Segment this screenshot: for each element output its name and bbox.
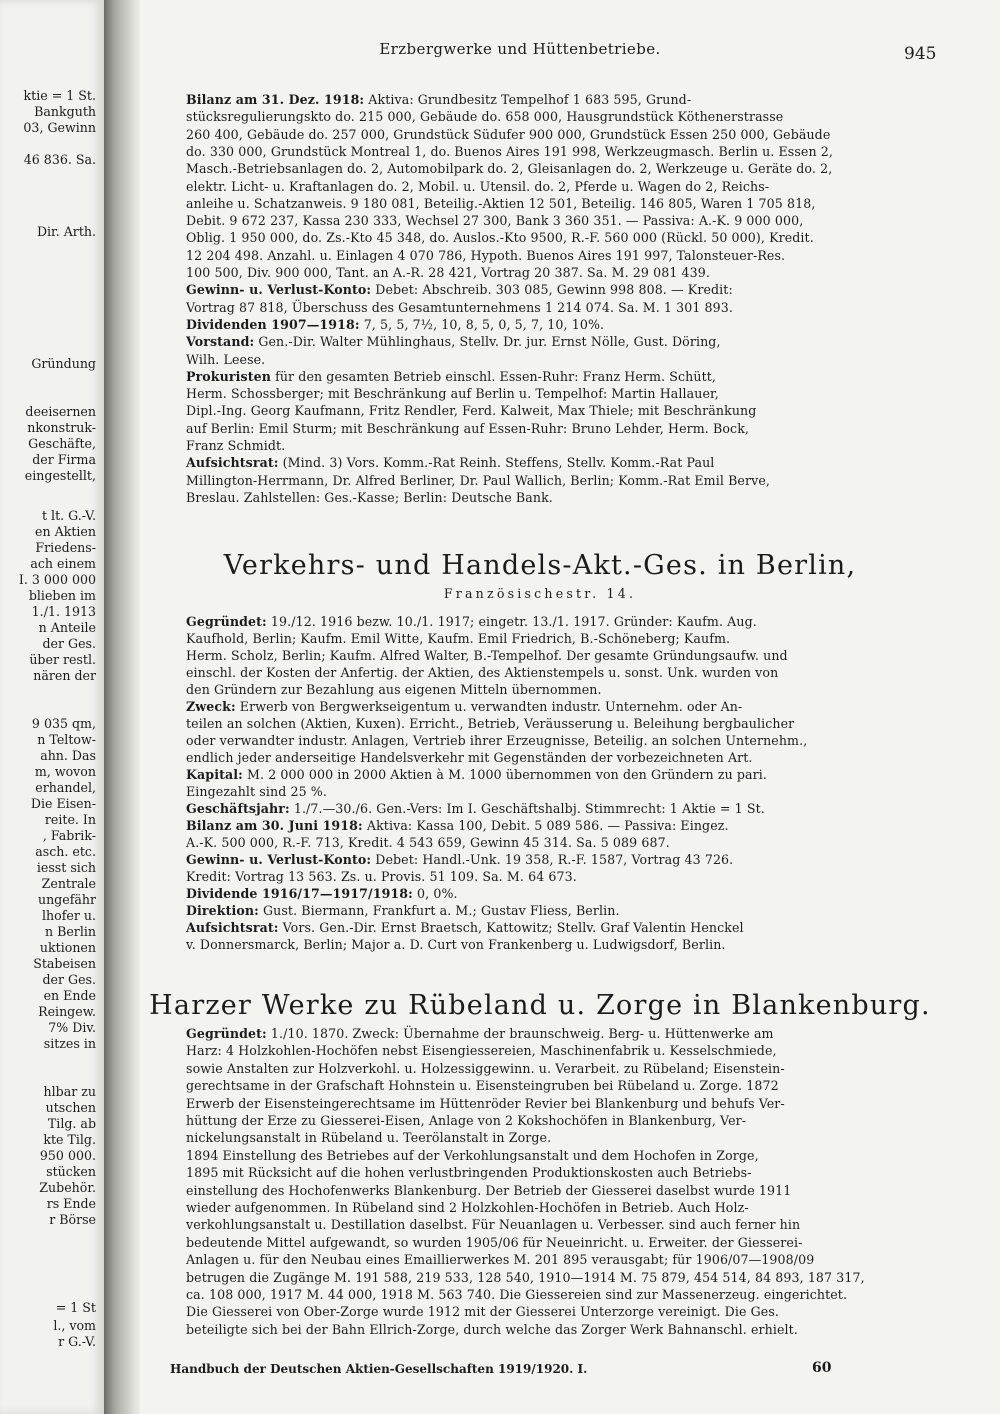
facing-page-fragment: n Anteile: [38, 620, 96, 635]
field-text: Wilh. Leese.: [186, 351, 266, 367]
facing-page-fragment: Die Eisen-: [30, 796, 96, 811]
field-text: Vortrag 87 818, Überschuss des Gesamtunternehmens 1 214 074. Sa. M. 1 301 893.: [186, 299, 733, 315]
field-text: endlich jeder anderseitige Handelsverkehr mit Gegenständen der vorbezeichneten Art.: [186, 750, 753, 765]
field-text: 260 400, Gebäude do. 257 000, Grundstück Südufer 900 000, Grundstück Essen 250 000, Gebäude: [186, 126, 831, 142]
facing-page-fragment: asch. etc.: [35, 844, 96, 859]
field-label: Prokuristen: [186, 368, 271, 384]
text-line: [186, 767, 767, 783]
field-text: wieder aufgenommen. In Rübeland sind 2 Holzkohlen-Hochöfen in Betrieb. Auch Holz-: [186, 1200, 749, 1215]
field-text: do. 330 000, Grundstück Montreal 1, do. Buenos Aires 191 998, Werkzeugmasch. Berlin u. Essen 2,: [186, 143, 834, 159]
facing-page-fragment: 9 035 qm,: [31, 716, 96, 731]
field-text: Die Giesserei von Ober-Zorge wurde 1912 mit der Giesserei Unterzorge vereinigt. Die Ges.: [186, 1304, 779, 1320]
field-text: Kaufhold, Berlin; Kaufm. Emil Witte, Kaufm. Emil Friedrich, B.-Schöneberg; Kaufm.: [186, 631, 731, 646]
facing-page-fragment: I. 3 000 000: [18, 572, 96, 587]
text-line: [186, 614, 757, 630]
facing-page-fragment: ungefähr: [37, 892, 96, 907]
text-line: [186, 1078, 779, 1094]
text-line: [186, 1148, 759, 1164]
field-text: einstellung des Hochofenwerks Blankenburg. Der Betrieb der Giesserei daselbst wurde 1911: [186, 1182, 792, 1198]
text-line: [186, 473, 770, 489]
field-text: v. Donnersmarck, Berlin; Major a. D. Curt von Frankenberg u. Ludwigsdorf, Berlin.: [186, 937, 726, 952]
field-text: teilen an solchen (Aktien, Kuxen). Erricht., Betrieb, Veräusserung u. Beleihung bergbaulicher: [186, 716, 795, 731]
field-text: Breslau. Zahlstellen: Ges.-Kasse; Berlin: Deutsche Bank.: [186, 489, 553, 505]
field-text: 1895 mit Rücksicht auf die hohen verlustbringenden Produktionskosten auch Betriebs-: [186, 1165, 752, 1181]
field-text: Eingezahlt sind 25 %.: [186, 784, 327, 799]
text-line: [186, 300, 733, 316]
text-line: [186, 699, 742, 715]
text-line: [186, 1183, 791, 1199]
field-text: Gen.-Dir. Walter Mühlinghaus, Stellv. Dr. jur. Ernst Nölle, Gust. Döring,: [254, 334, 721, 350]
field-text: oder verwandter industr. Anlagen, Vertrieb ihrer Erzeugnisse, Beteilig. an solchen Unternehm.,: [186, 733, 808, 748]
text-line: [186, 1235, 802, 1251]
text-line: [186, 665, 778, 681]
text-line: [186, 179, 769, 195]
field-text: Vors. Gen.-Dir. Ernst Braetsch, Kattowitz; Stellv. Graf Valentin Henckel: [278, 920, 744, 935]
text-line: [186, 455, 714, 471]
text-line: [186, 92, 691, 108]
field-label: Kapital:: [186, 767, 243, 782]
book-gutter: [104, 0, 140, 1414]
field-label: Dividenden 1907—1918:: [186, 316, 360, 332]
field-text: Kredit: Vortrag 13 563. Zs. u. Provis. 51 109. Sa. M. 64 673.: [186, 869, 577, 884]
text-line: [186, 1061, 785, 1077]
facing-page-fragment: utschen: [45, 1100, 96, 1115]
field-text: 100 500, Div. 900 000, Tant. an A.-R. 28 421, Vortrag 20 387. Sa. M. 29 081 439.: [186, 265, 710, 280]
text-line: [186, 1130, 551, 1146]
facing-page-fragment: Stabeisen: [33, 956, 96, 971]
text-line: [186, 1217, 800, 1233]
facing-page-fragment: 1./1. 1913: [31, 604, 96, 619]
facing-page-fragment: n Teltow-: [37, 732, 96, 747]
text-line: [186, 248, 785, 264]
facing-page-fragment: eingestellt,: [24, 468, 96, 483]
field-text: 7, 5, 5, 7½, 10, 8, 5, 0, 5, 7, 10, 10%.: [359, 316, 605, 332]
field-text: Aktiva: Grundbesitz Tempelhof 1 683 595, Grund-: [364, 92, 692, 107]
text-line: [186, 127, 830, 143]
text-line: [186, 818, 729, 834]
field-label: Gegründet:: [186, 1026, 267, 1041]
facing-page-fragment: deeisernen: [25, 404, 96, 419]
facing-page-fragment: Gründung: [31, 356, 96, 371]
field-text: A.-K. 500 000, R.-F. 713, Kredit. 4 543 659, Gewinn 45 314. Sa. 5 089 687.: [186, 835, 670, 850]
text-line: [186, 682, 602, 698]
field-text: betrugen die Zugänge M. 191 588, 219 533, 128 540, 1910—1914 M. 75 879, 454 514, 84 893, 187 317,: [186, 1269, 865, 1285]
facing-page-fragment: der Firma: [32, 452, 96, 467]
text-line: [186, 835, 670, 851]
field-text: Gust. Biermann, Frankfurt a. M.; Gustav Fliess, Berlin.: [258, 903, 620, 918]
facing-page-fragment: nkonstruk-: [27, 420, 96, 435]
facing-page-fragment: reite. In: [44, 812, 96, 827]
facing-page-fragment: der Ges.: [42, 636, 96, 651]
field-text: Debet: Abschreib. 303 085, Gewinn 998 808. — Kredit:: [371, 282, 733, 298]
facing-page-fragment: Dir. Arth.: [36, 224, 96, 239]
facing-page-fragment: hlbar zu: [43, 1084, 96, 1099]
facing-page-fragment: en Ende: [43, 988, 96, 1003]
facing-page-fragment: 03, Gewinn: [23, 120, 96, 135]
field-text: Debit. 9 672 237, Kassa 230 333, Wechsel 27 300, Bank 3 360 351. — Passiva: A.-K. 9 000 000,: [186, 213, 804, 229]
field-label: Bilanz am 31. Dez. 1918:: [186, 92, 365, 107]
text-line: [186, 801, 765, 817]
text-line: [186, 1304, 779, 1320]
facing-page-fragment: en Aktien: [35, 524, 96, 539]
footer-number: 60: [812, 1360, 832, 1376]
field-text: Herm. Schossberger; mit Beschränkung auf Berlin u. Tempelhof: Martin Hallauer,: [186, 386, 719, 402]
facing-page-fragment: erhandel,: [35, 780, 96, 795]
field-text: bedeutende Mittel aufgewandt, so wurden 1905/06 für Neueinricht. u. Erweiter. der Giesserei-: [186, 1234, 803, 1250]
field-text: 19./12. 1916 bezw. 10./1. 1917; eingetr. 13./1. 1917. Gründer: Kaufm. Aug.: [266, 614, 757, 629]
text-line: [186, 213, 803, 229]
field-label: Aufsichtsrat:: [186, 455, 279, 471]
field-text: Dipl.-Ing. Georg Kaufmann, Fritz Rendler, Ferd. Kalweit, Max Thiele; mit Beschränkung: [186, 403, 757, 419]
document-page: [140, 0, 1000, 1414]
field-text: verkohlungsanstalt u. Destillation daselbst. Für Neuanlagen u. Verbesser. sind auch ferner hin: [186, 1217, 801, 1233]
text-line: [186, 144, 833, 160]
text-line: [186, 1200, 749, 1216]
section-title-harzer: Harzer Werke zu Rübeland u. Zorge in Blankenburg.: [149, 990, 931, 1021]
text-line: [186, 716, 794, 732]
facing-page-fragment: Zentrale: [41, 876, 96, 891]
text-line: [186, 869, 577, 885]
field-text: hüttung der Erze zu Giesserei-Eisen, Anlage von 2 Kokshochöfen in Blankenburg, Ver-: [186, 1113, 747, 1128]
field-text: den Gründern zur Bezahlung aus eigenen Mitteln übernommen.: [186, 682, 602, 697]
field-text: (Mind. 3) Vors. Komm.-Rat Reinh. Steffens, Stellv. Komm.-Rat Paul: [278, 455, 715, 471]
text-line: [186, 490, 553, 506]
footer-text: Handbuch der Deutschen Aktien-Gesellschaften 1919/1920. I.: [170, 1362, 588, 1376]
section-address-verkehrs: Französischestr. 14.: [443, 586, 637, 601]
text-line: [186, 1026, 774, 1042]
text-line: [186, 438, 285, 454]
field-text: Aktiva: Kassa 100, Debit. 5 089 586. — Passiva: Eingez.: [362, 818, 729, 833]
text-line: [186, 161, 832, 177]
text-line: [186, 369, 716, 385]
facing-page-fragment: t lt. G.-V.: [41, 508, 96, 523]
field-text: Erwerb von Bergwerkseigentum u. verwandten industr. Unternehm. oder An-: [235, 699, 743, 714]
field-label: Bilanz am 30. Juni 1918:: [186, 818, 363, 833]
text-line: [186, 886, 458, 902]
facing-page-fragment: 950 000.: [39, 1148, 96, 1163]
field-label: Geschäftsjahr:: [186, 801, 290, 816]
text-line: [186, 317, 604, 333]
field-text: Millington-Herrmann, Dr. Alfred Berliner, Dr. Paul Wallich, Berlin; Komm.-Rat Emil Berve,: [186, 472, 770, 488]
text-line: [186, 196, 815, 212]
facing-page-fragment: Tilg. ab: [47, 1116, 96, 1131]
facing-page-fragment: = 1 St: [55, 1300, 96, 1315]
facing-page-fragment: Zubehör.: [39, 1180, 96, 1195]
text-line: [186, 1096, 785, 1112]
field-text: anleihe u. Schatzanweis. 9 180 081, Beteilig.-Aktien 12 501, Beteilig. 146 805, Waren 1 705 818,: [186, 195, 816, 211]
facing-page-fragment: Friedens-: [35, 540, 96, 555]
field-label: Zweck:: [186, 699, 236, 714]
facing-page-fragment: über restl.: [29, 652, 96, 667]
field-text: stücksregulierungskto do. 215 000, Gebäude do. 658 000, Hausgrundstück Köthenerstrasse: [186, 109, 784, 125]
field-text: gerechtsame in der Grafschaft Hohnstein u. Eisensteingruben bei Rübeland u. Zorge. 1872: [186, 1078, 779, 1094]
field-text: Herm. Scholz, Berlin; Kaufm. Alfred Walter, B.-Tempelhof. Der gesamte Gründungsaufw. und: [186, 648, 788, 663]
facing-page-fragment: r Börse: [49, 1212, 96, 1227]
text-line: [186, 1252, 814, 1268]
text-line: [186, 282, 733, 298]
facing-page-fragment: stücken: [46, 1164, 96, 1179]
text-line: [186, 265, 710, 281]
text-line: [186, 1113, 746, 1129]
field-text: beteiligte sich bei der Bahn Ellrich-Zorge, durch welche das Zorger Werk Bahnanschl. erhielt.: [186, 1321, 798, 1337]
field-label: Dividende 1916/17—1917/1918:: [186, 886, 413, 901]
text-line: [186, 230, 814, 246]
facing-page-fragment: lhofer u.: [42, 908, 96, 923]
field-text: Debet: Handl.-Unk. 19 358, R.-F. 1587, Vortrag 43 726.: [371, 852, 734, 867]
facing-page-fragment: blieben im: [28, 588, 96, 603]
facing-page-fragment: , Fabrik-: [42, 828, 96, 843]
facing-page-fragment: Bankguth: [34, 104, 96, 119]
field-text: 1894 Einstellung des Betriebes auf der Verkohlungsanstalt und dem Hochofen in Zorge,: [186, 1147, 759, 1163]
facing-page-fragment: ahn. Das: [40, 748, 96, 763]
field-text: 1./10. 1870. Zweck: Übernahme der braunschweig. Berg- u. Hüttenwerke am: [266, 1026, 774, 1041]
text-line: [186, 631, 730, 647]
text-line: [186, 750, 753, 766]
field-text: Erwerb der Eisensteingerechtsame im Hüttenröder Revier bei Blankenburg und behufs Ver-: [186, 1095, 785, 1111]
field-text: 0, 0%.: [412, 886, 458, 901]
field-label: Aufsichtsrat:: [186, 920, 279, 935]
field-text: auf Berlin: Emil Sturm; mit Beschränkung auf Essen-Ruhr: Bruno Lehder, Herm. Bock,: [186, 420, 750, 436]
facing-page-fragment: sitzes in: [43, 1036, 96, 1051]
running-header: Erzbergwerke und Hüttenbetriebe.: [379, 40, 661, 58]
field-text: M. 2 000 000 in 2000 Aktien à M. 1000 übernommen von den Gründern zu pari.: [242, 767, 768, 782]
text-line: [186, 1043, 777, 1059]
facing-page-fragment: n Berlin: [44, 924, 96, 939]
facing-page-fragment: Reingew.: [38, 1004, 96, 1019]
text-line: [186, 784, 327, 800]
page-number: 945: [904, 44, 937, 64]
text-line: [186, 421, 749, 437]
text-line: [186, 1165, 752, 1181]
field-text: 1./7.—30./6. Gen.-Vers: Im I. Geschäftshalbj. Stimmrecht: 1 Aktie = 1 St.: [289, 801, 765, 816]
field-label: Direktion:: [186, 903, 259, 918]
facing-page-fragment: ktie = 1 St.: [23, 88, 96, 103]
text-line: [186, 1322, 798, 1338]
field-text: elektr. Licht- u. Kraftanlagen do. 2, Mobil. u. Utensil. do. 2, Pferde u. Wagen do 2, Reichs-: [186, 178, 770, 194]
facing-page-fragment: l., vom: [53, 1318, 96, 1333]
text-line: [186, 403, 756, 419]
field-text: Franz Schmidt.: [186, 438, 286, 453]
facing-page-fragment: kte Tilg.: [43, 1132, 96, 1147]
facing-page-strip: [0, 0, 105, 1414]
text-line: [186, 352, 265, 368]
field-text: Anlagen u. für den Neubau eines Emaillierwerkes M. 201 895 verausgabt; für 1906/07—1908/09: [186, 1252, 815, 1268]
field-label: Gegründet:: [186, 614, 267, 629]
text-line: [186, 1270, 865, 1286]
text-line: [186, 852, 733, 868]
text-line: [186, 1287, 847, 1303]
text-line: [186, 903, 620, 919]
field-text: einschl. der Kosten der Anfertig. der Aktien, des Aktienstempels u. sonst. Unk. wurden von: [186, 665, 779, 680]
facing-page-fragment: der Ges.: [42, 972, 96, 987]
facing-page-fragment: nären der: [33, 668, 96, 683]
text-line: [186, 648, 788, 664]
text-line: [186, 386, 719, 402]
field-label: Gewinn- u. Verlust-Konto:: [186, 852, 372, 867]
text-line: [186, 109, 783, 125]
facing-page-fragment: Geschäfte,: [28, 436, 96, 451]
field-text: Masch.-Betriebsanlagen do. 2, Automobilpark do. 2, Gleisanlagen do. 2, Werkzeuge u. Geräte do. 2,: [186, 161, 833, 177]
facing-page-fragment: ach einem: [30, 556, 96, 571]
facing-page-fragment: 46 836. Sa.: [23, 152, 96, 167]
field-text: nickelungsanstalt in Rübeland u. Teerölanstalt in Zorge.: [186, 1130, 552, 1146]
field-label: Vorstand:: [186, 334, 255, 350]
facing-page-fragment: rs Ende: [46, 1196, 96, 1211]
facing-page-fragment: m, wovon: [34, 764, 96, 779]
text-line: [186, 920, 744, 936]
field-text: 12 204 498. Anzahl. u. Einlagen 4 070 786, Hypoth. Buenos Aires 191 997, Talonsteuer-Res.: [186, 247, 786, 263]
facing-page-fragment: uktionen: [39, 940, 96, 955]
field-text: ca. 108 000, 1917 M. 44 000, 1918 M. 563 740. Die Giessereien sind zur Massenerzeug. eingerichtet.: [186, 1287, 848, 1302]
field-text: für den gesamten Betrieb einschl. Essen-Ruhr: Franz Herm. Schütt,: [270, 368, 717, 384]
field-text: sowie Anstalten zur Holzverkohl. u. Holzessiggewinn. u. Verarbeit. zu Rübeland; Eisenstein-: [186, 1060, 785, 1076]
section-title-verkehrs: Verkehrs- und Handels-Akt.-Ges. in Berlin,: [223, 550, 857, 581]
facing-page-fragment: 7% Div.: [48, 1020, 96, 1035]
field-text: Oblig. 1 950 000, do. Zs.-Kto 45 348, do. Auslos.-Kto 9500, R.-F. 560 000 (Rückl. 50 000), Kredit.: [186, 230, 814, 246]
facing-page-fragment: r G.-V.: [58, 1334, 96, 1349]
text-line: [186, 733, 807, 749]
text-line: [186, 937, 726, 953]
field-label: Gewinn- u. Verlust-Konto:: [186, 282, 372, 298]
field-text: Harz: 4 Holzkohlen-Hochöfen nebst Eisengiessereien, Maschinenfabrik u. Kesselschmiede,: [186, 1043, 777, 1059]
text-line: [186, 334, 721, 350]
facing-page-fragment: iesst sich: [36, 860, 96, 875]
